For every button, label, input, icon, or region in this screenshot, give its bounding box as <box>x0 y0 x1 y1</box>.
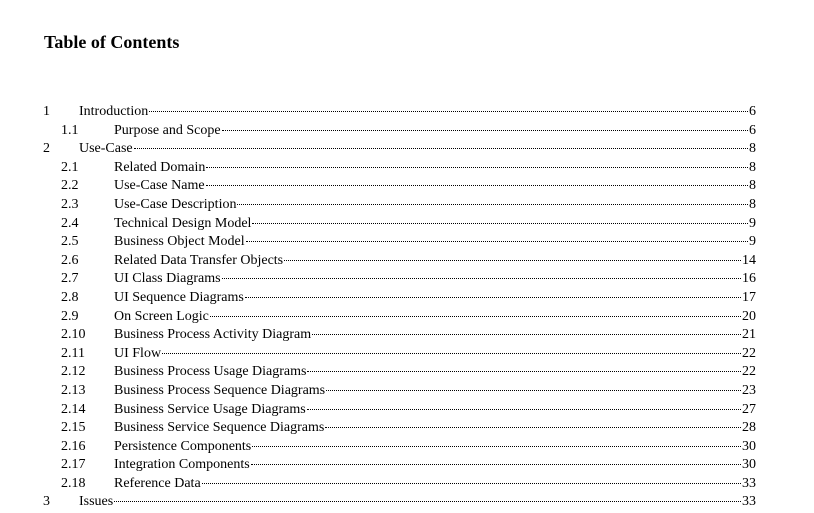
toc-entry-2[interactable] <box>0 140 814 159</box>
toc-entry-number: 3 <box>43 494 50 510</box>
toc-entry-2-9[interactable] <box>0 308 814 327</box>
toc-entry-number: 2.3 <box>61 196 79 212</box>
toc-entry-number: 2.6 <box>61 252 79 268</box>
toc-entry-number: 1.1 <box>61 122 79 138</box>
dot-leader <box>326 390 741 391</box>
toc-entry-2-1[interactable] <box>0 159 814 178</box>
toc-entry-page-number: 6 <box>749 122 756 138</box>
toc-entry-line <box>114 159 756 178</box>
dot-leader <box>307 371 741 372</box>
dot-leader <box>251 464 741 465</box>
toc-entry-2-15[interactable] <box>0 419 814 438</box>
toc-entry-title: Persistence Components <box>114 438 252 454</box>
dot-leader <box>252 223 748 224</box>
toc-entry-title: UI Sequence Diagrams <box>114 289 244 305</box>
toc-entry-page-number: 22 <box>742 345 756 361</box>
dot-leader <box>246 241 748 242</box>
toc-entry-number: 2.15 <box>61 420 86 436</box>
toc-entry-1[interactable] <box>0 103 814 122</box>
toc-entry-line <box>79 493 756 512</box>
toc-entry-page-number: 6 <box>749 104 756 119</box>
toc-entry-number: 2.8 <box>61 289 79 305</box>
dot-leader <box>206 167 748 168</box>
toc-entry-number: 2.10 <box>61 327 86 343</box>
toc-entry-line <box>114 326 756 345</box>
toc-entry-line <box>114 363 756 382</box>
toc-entry-1-1[interactable] <box>0 122 814 141</box>
toc-entry-number: 2.5 <box>61 234 79 250</box>
toc-entry-line <box>114 233 756 252</box>
toc-entry-line <box>114 456 756 475</box>
toc-entry-2-7[interactable] <box>0 270 814 289</box>
toc-entry-title: Purpose and Scope <box>114 122 221 138</box>
dot-leader <box>210 316 741 317</box>
toc-entry-page-number: 27 <box>742 401 756 417</box>
dot-leader <box>114 501 741 502</box>
toc-entry-page-number: 9 <box>749 234 756 250</box>
toc-entry-line <box>114 308 756 327</box>
toc-list <box>0 103 814 512</box>
toc-entry-line <box>79 140 756 159</box>
toc-entry-line <box>114 419 756 438</box>
toc-entry-number: 2.13 <box>61 382 86 398</box>
toc-entry-2-3[interactable] <box>0 196 814 215</box>
toc-entry-title: UI Class Diagrams <box>114 271 221 287</box>
toc-entry-title: Business Process Activity Diagram <box>114 327 312 343</box>
toc-entry-line <box>114 122 756 141</box>
toc-entry-number: 2.9 <box>61 308 79 324</box>
toc-entry-line <box>114 382 756 401</box>
toc-entry-line <box>114 215 756 234</box>
toc-entry-2-14[interactable] <box>0 401 814 420</box>
dot-leader <box>307 409 741 410</box>
toc-entry-line <box>114 177 756 196</box>
toc-entry-page-number: 30 <box>742 438 756 454</box>
toc-entry-page-number: 22 <box>742 364 756 380</box>
toc-entry-title: Business Service Sequence Diagrams <box>114 420 325 436</box>
dot-leader <box>245 297 741 298</box>
toc-entry-title: Use-Case Name <box>114 178 205 194</box>
dot-leader <box>284 260 741 261</box>
dot-leader <box>149 111 748 112</box>
toc-entry-page-number: 33 <box>742 475 756 491</box>
toc-entry-page-number: 30 <box>742 457 756 473</box>
toc-entry-number: 2.4 <box>61 215 79 231</box>
dot-leader <box>312 334 741 335</box>
dot-leader <box>202 483 741 484</box>
toc-entry-title: Business Process Sequence Diagrams <box>114 382 326 398</box>
toc-entry-page-number: 28 <box>742 420 756 436</box>
toc-entry-number: 2.18 <box>61 475 86 491</box>
toc-entry-2-13[interactable] <box>0 382 814 401</box>
toc-entry-line <box>114 438 756 457</box>
toc-entry-number: 2.11 <box>61 345 85 361</box>
toc-entry-line <box>114 475 756 494</box>
dot-leader <box>325 427 741 428</box>
toc-entry-title: Use-Case <box>79 141 133 157</box>
toc-entry-page-number: 16 <box>742 271 756 287</box>
toc-entry-line <box>114 289 756 308</box>
toc-entry-number: 2 <box>43 141 50 157</box>
toc-entry-title: Reference Data <box>114 475 201 491</box>
toc-entry-page-number: 8 <box>749 141 756 157</box>
toc-entry-2-12[interactable] <box>0 363 814 382</box>
toc-entry-number: 2.16 <box>61 438 86 454</box>
toc-entry-page-number: 20 <box>742 308 756 324</box>
toc-entry-2-2[interactable] <box>0 177 814 196</box>
toc-entry-page-number: 9 <box>749 215 756 231</box>
toc-entry-number: 1 <box>43 104 50 119</box>
toc-entry-title: Integration Components <box>114 457 250 473</box>
toc-entry-title: Technical Design Model <box>114 215 252 231</box>
toc-entry-2-11[interactable] <box>0 345 814 364</box>
toc-entry-2-8[interactable] <box>0 289 814 308</box>
toc-entry-page-number: 14 <box>742 252 756 268</box>
toc-entry-title: Related Data Transfer Objects <box>114 252 284 268</box>
toc-entry-title: UI Flow <box>114 345 162 361</box>
toc-entry-line <box>114 345 756 364</box>
toc-entry-line <box>114 401 756 420</box>
toc-entry-page-number: 8 <box>749 159 756 175</box>
toc-entry-number: 2.17 <box>61 457 86 473</box>
toc-entry-title: Use-Case Description <box>114 196 237 212</box>
toc-entry-page-number: 8 <box>749 178 756 194</box>
toc-entry-2-18[interactable] <box>0 475 814 494</box>
toc-entry-2-16[interactable] <box>0 438 814 457</box>
toc-entry-number: 2.14 <box>61 401 86 417</box>
dot-leader <box>222 278 741 279</box>
toc-entry-title: Related Domain <box>114 159 206 175</box>
toc-entry-title: Business Process Usage Diagrams <box>114 364 307 380</box>
toc-entry-title: Issues <box>79 494 114 510</box>
toc-entry-page-number: 23 <box>742 382 756 398</box>
toc-entry-3[interactable] <box>0 493 814 512</box>
toc-entry-2-10[interactable] <box>0 326 814 345</box>
toc-entry-title: Business Service Usage Diagrams <box>114 401 306 417</box>
toc-entry-2-17[interactable] <box>0 456 814 475</box>
toc-entry-title: Business Object Model <box>114 234 245 250</box>
toc-entry-title: On Screen Logic <box>114 308 209 324</box>
toc-entry-line <box>114 252 756 271</box>
toc-entry-line <box>79 103 756 122</box>
toc-entry-line <box>114 270 756 289</box>
dot-leader <box>134 148 748 149</box>
toc-entry-2-4[interactable] <box>0 215 814 234</box>
toc-entry-page-number: 33 <box>742 494 756 510</box>
toc-entry-number: 2.1 <box>61 159 79 175</box>
toc-entry-page-number: 8 <box>749 196 756 212</box>
dot-leader <box>252 446 741 447</box>
toc-entry-number: 2.2 <box>61 178 79 194</box>
dot-leader <box>222 130 748 131</box>
toc-entry-2-5[interactable] <box>0 233 814 252</box>
toc-entry-2-6[interactable] <box>0 252 814 271</box>
toc-entry-line <box>114 196 756 215</box>
toc-entry-number: 2.12 <box>61 364 86 380</box>
dot-leader <box>237 204 748 205</box>
toc-entry-page-number: 17 <box>742 289 756 305</box>
toc-entry-title: Introduction <box>79 104 149 119</box>
toc-heading: Table of Contents <box>44 32 180 52</box>
dot-leader <box>206 185 748 186</box>
dot-leader <box>162 353 741 354</box>
toc-entry-page-number: 21 <box>742 327 756 343</box>
toc-entry-number: 2.7 <box>61 271 79 287</box>
